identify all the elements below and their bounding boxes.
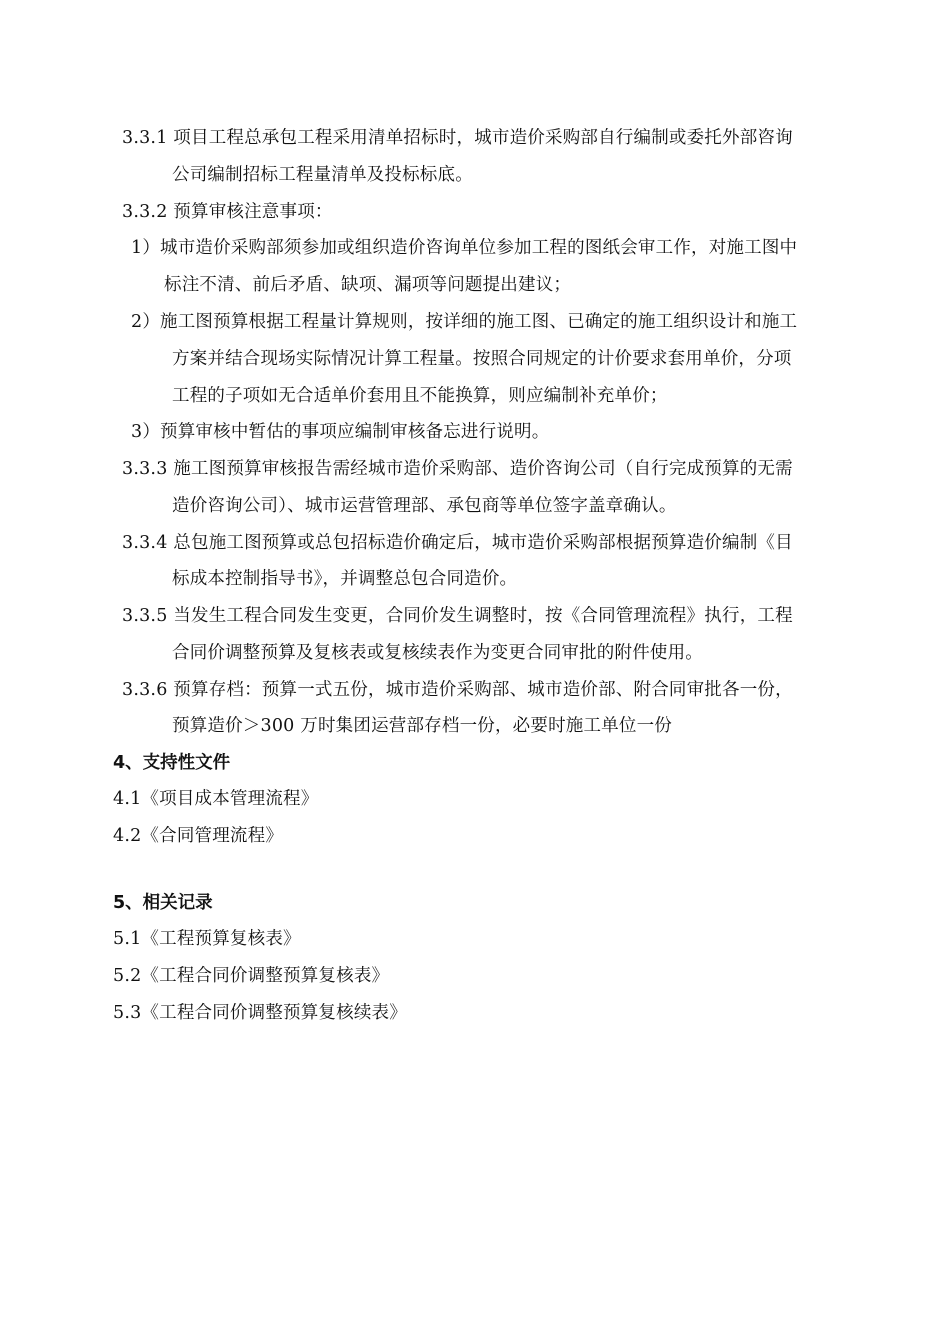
clause-3-3-2-sub2-line-2: 方案并结合现场实际情况计算工程量。按照合同规定的计价要求套用单价，分项: [172, 349, 792, 369]
clause-3-3-4-line-2: 标成本控制指导书》，并调整总包合同造价。: [172, 569, 518, 589]
clause-3-3-6-line-2: 预算造价＞300 万时集团运营部存档一份，必要时施工单位一份: [172, 716, 672, 736]
section-4-item-2: 4.2《合同管理流程》: [113, 826, 284, 846]
section-4-heading: 4、支持性文件: [113, 753, 231, 773]
section-5-item-2: 5.2《工程合同价调整预算复核表》: [113, 966, 390, 986]
clause-3-3-2-sub2-line-1: 2）施工图预算根据工程量计算规则，按详细的施工图、已确定的施工组织设计和施工: [131, 312, 798, 332]
clause-3-3-3-line-2: 造价咨询公司）、城市运营管理部、承包商等单位签字盖章确认。: [172, 496, 677, 516]
clause-3-3-2-sub3: 3）预算审核中暂估的事项应编制审核备忘进行说明。: [131, 422, 550, 442]
clause-3-3-2-sub1-line-1: 1）城市造价采购部须参加或组织造价咨询单位参加工程的图纸会审工作，对施工图中: [131, 238, 798, 258]
section-5-item-1: 5.1《工程预算复核表》: [113, 929, 301, 949]
clause-3-3-3-line-1: 3.3.3 施工图预算审核报告需经城市造价采购部、造价咨询公司（自行完成预算的无需: [122, 459, 793, 479]
clause-3-3-5-line-1: 3.3.5 当发生工程合同发生变更，合同价发生调整时，按《合同管理流程》执行，工程: [122, 606, 793, 626]
clause-3-3-6-line-1: 3.3.6 预算存档：预算一式五份，城市造价采购部、城市造价部、附合同审批各一份，: [122, 680, 793, 700]
section-5-item-3: 5.3《工程合同价调整预算复核续表》: [113, 1003, 407, 1023]
clause-3-3-1-line-2: 公司编制招标工程量清单及投标标底。: [172, 165, 473, 185]
section-4-item-1: 4.1《项目成本管理流程》: [113, 789, 319, 809]
section-5-heading: 5、相关记录: [113, 893, 213, 913]
clause-3-3-2-sub2-line-3: 工程的子项如无合适单价套用且不能换算，则应编制补充单价；: [172, 386, 668, 406]
clause-3-3-2-title: 3.3.2 预算审核注意事项：: [122, 202, 333, 222]
clause-3-3-4-line-1: 3.3.4 总包施工图预算或总包招标造价确定后，城市造价采购部根据预算造价编制《目: [122, 533, 793, 553]
clause-3-3-2-sub1-line-2: 标注不清、前后矛盾、缺项、漏项等问题提出建议；: [164, 275, 572, 295]
clause-3-3-5-line-2: 合同价调整预算及复核表或复核续表作为变更合同审批的附件使用。: [172, 643, 703, 663]
clause-3-3-1-line-1: 3.3.1 项目工程总承包工程采用清单招标时，城市造价采购部自行编制或委托外部咨询: [122, 128, 793, 148]
